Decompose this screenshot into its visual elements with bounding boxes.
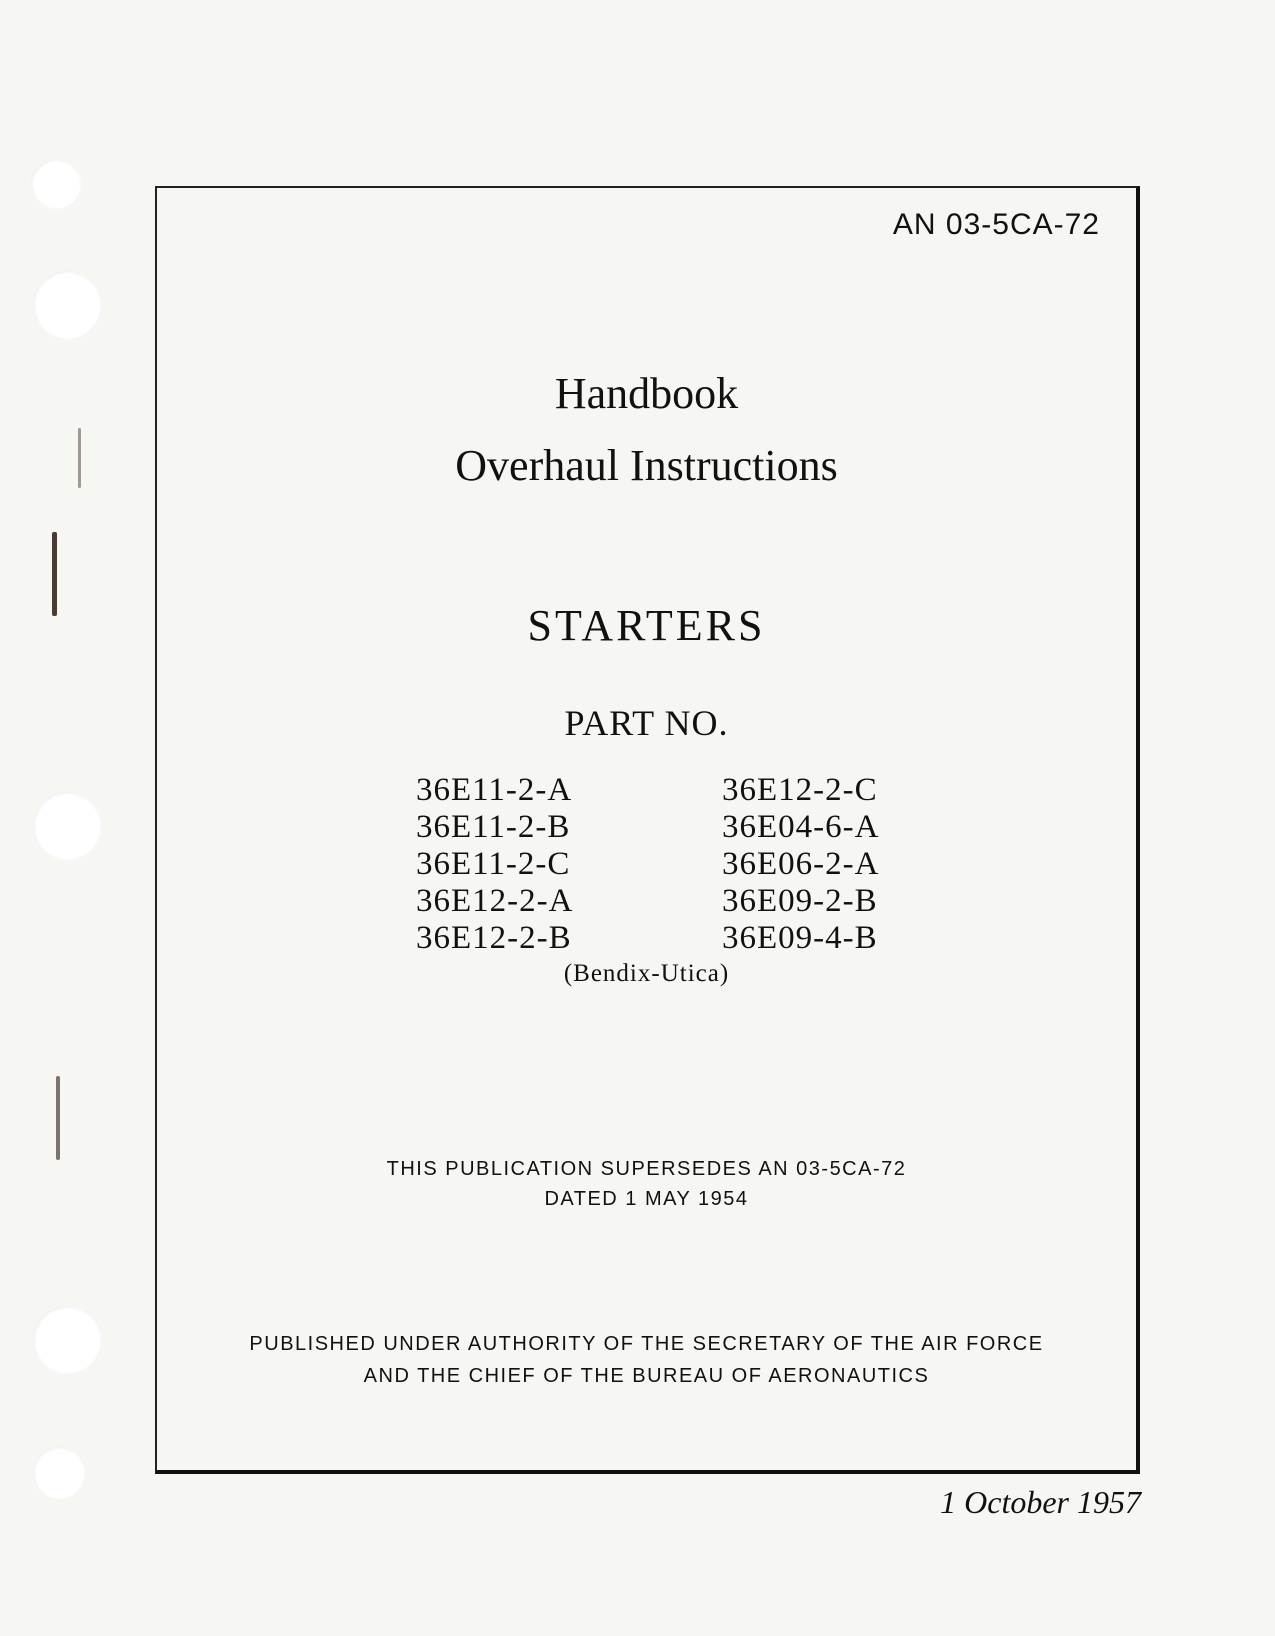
binding-mark	[52, 532, 57, 616]
publication-number: AN 03-5CA-72	[892, 208, 1100, 241]
part-number: 36E11-2-B	[416, 809, 571, 845]
supersedes-line: THIS PUBLICATION SUPERSEDES AN 03-5CA-72	[386, 1158, 907, 1180]
part-number: 36E09-4-B	[722, 920, 878, 956]
part-number: 36E12-2-B	[416, 920, 572, 956]
punch-hole	[31, 159, 81, 209]
title-handbook: Handbook	[554, 369, 739, 418]
authority-statement	[157, 1328, 1136, 1392]
title-page-frame	[155, 186, 1140, 1474]
part-number: 36E11-2-C	[416, 846, 571, 882]
title-overhaul-instructions: Overhaul Instructions	[455, 441, 838, 490]
authority-line: PUBLISHED UNDER AUTHORITY OF THE SECRETARY OF THE AIR FORCE	[249, 1333, 1044, 1355]
part-number: 36E12-2-A	[416, 883, 574, 919]
authority-line: AND THE CHIEF OF THE BUREAU OF AERONAUTICS	[363, 1365, 930, 1387]
binding-mark	[78, 428, 81, 488]
punch-hole	[33, 271, 101, 339]
part-number: 36E12-2-C	[722, 772, 878, 808]
part-number: 36E11-2-A	[416, 772, 573, 808]
part-number-heading: PART NO.	[564, 703, 729, 743]
part-numbers-left-column	[416, 772, 573, 957]
punch-hole	[33, 1447, 85, 1499]
punch-hole	[33, 1306, 101, 1374]
binding-mark	[56, 1076, 60, 1160]
manufacturer-name: (Bendix-Utica)	[563, 960, 730, 987]
punch-hole	[33, 792, 101, 860]
part-number: 36E09-2-B	[722, 883, 878, 919]
part-number: 36E06-2-A	[722, 846, 880, 882]
supersedes-notice	[157, 1154, 1136, 1214]
publication-date: 1 October 1957	[940, 1484, 1141, 1520]
subject-title: STARTERS	[527, 601, 766, 650]
supersedes-date-line: DATED 1 MAY 1954	[544, 1188, 749, 1210]
part-numbers-right-column	[722, 772, 879, 957]
part-number: 36E04-6-A	[722, 809, 880, 845]
